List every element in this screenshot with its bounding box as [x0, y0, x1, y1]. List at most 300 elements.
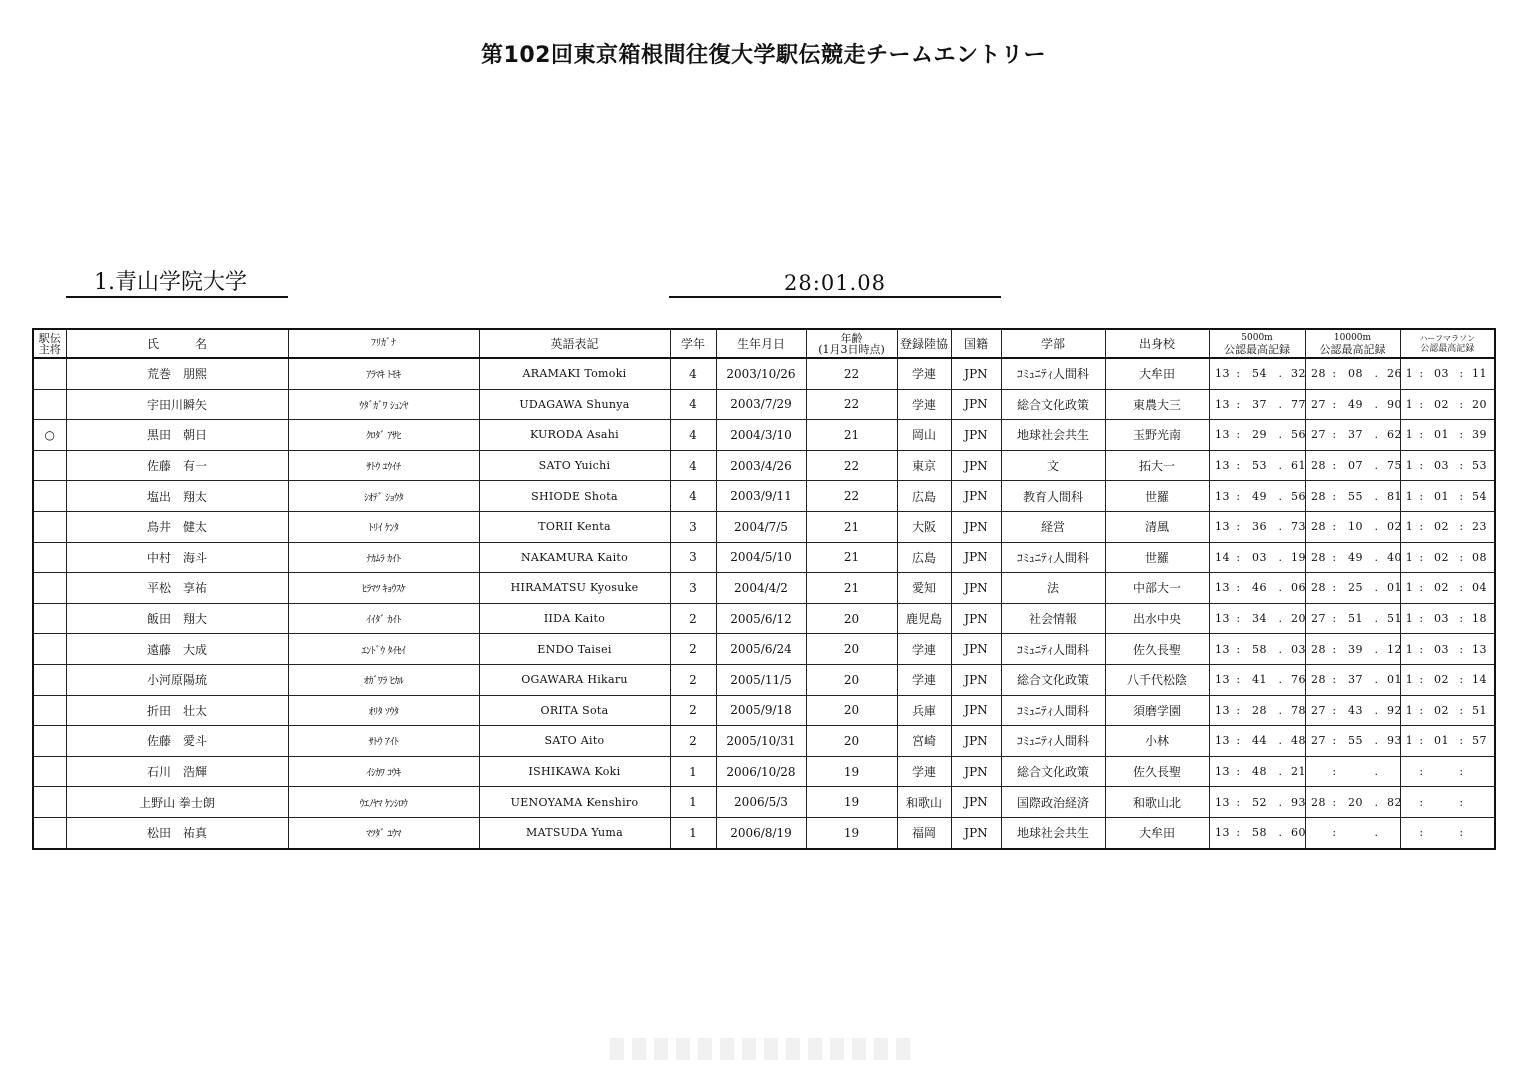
runner-name: 佐藤 有一: [66, 450, 288, 481]
runner-english-name: KURODA Asahi: [479, 420, 670, 451]
record-5000m: 13 : 37 . 77: [1209, 389, 1305, 420]
record-10000m-part: 27: [1311, 703, 1326, 717]
runner-age: 21: [806, 511, 897, 542]
captain-mark: [33, 726, 66, 757]
record-half-marathon-part: 57: [1472, 734, 1487, 748]
runner-name: 宇田川瞬矢: [66, 389, 288, 420]
runner-region: 愛知: [897, 573, 951, 604]
record-10000m-part: 40: [1387, 550, 1402, 564]
record-10000m-part: 27: [1311, 397, 1326, 411]
runner-grade: 4: [670, 358, 716, 389]
runner-birthdate: 2005/6/12: [716, 603, 806, 634]
header-english: 英語表記: [479, 329, 670, 358]
runner-english-name: MATSUDA Yuma: [479, 817, 670, 848]
runner-high-school: 大牟田: [1105, 817, 1209, 848]
runner-nationality: JPN: [951, 481, 1001, 512]
runner-age: 20: [806, 664, 897, 695]
record-10000m-part: 75: [1387, 459, 1402, 473]
runner-nationality: JPN: [951, 603, 1001, 634]
record-10000m-part: 92: [1387, 703, 1402, 717]
header-name: 氏 名: [66, 329, 288, 358]
record-5000m-part: 49: [1252, 489, 1267, 503]
runner-english-name: IIDA Kaito: [479, 603, 670, 634]
captain-mark: [33, 756, 66, 787]
runner-kana: ﾅｶﾑﾗ ｶｲﾄ: [288, 542, 479, 573]
runner-english-name: UENOYAMA Kenshiro: [479, 787, 670, 818]
record-half-marathon-part: 01: [1434, 734, 1449, 748]
runner-grade: 4: [670, 450, 716, 481]
record-10000m-part: 28: [1311, 367, 1326, 381]
header-region: 登録陸協: [897, 329, 951, 358]
record-half-marathon: : :: [1400, 756, 1495, 787]
runner-english-name: ENDO Taisei: [479, 634, 670, 665]
runner-nationality: JPN: [951, 634, 1001, 665]
runner-grade: 3: [670, 511, 716, 542]
record-half-marathon: 1 : 02 : 14: [1400, 664, 1495, 695]
runner-birthdate: 2006/5/3: [716, 787, 806, 818]
record-5000m-part: 03: [1252, 550, 1267, 564]
captain-mark: [33, 450, 66, 481]
record-5000m-part: 13: [1215, 581, 1230, 595]
record-5000m-part: 03: [1291, 642, 1306, 656]
record-10000m-part: 27: [1311, 734, 1326, 748]
runner-birthdate: 2005/10/31: [716, 726, 806, 757]
record-half-marathon: 1 : 02 : 08: [1400, 542, 1495, 573]
header-10000m: 10000m 公認最高記録: [1305, 329, 1400, 358]
table-row: [33, 389, 1495, 420]
captain-mark: [33, 481, 66, 512]
record-half-marathon-part: 03: [1434, 367, 1449, 381]
table-row: [33, 450, 1495, 481]
runner-kana: ｻﾄｳ ｱｲﾄ: [288, 726, 479, 757]
record-10000m-part: 08: [1348, 367, 1363, 381]
record-half-marathon: 1 : 02 : 04: [1400, 573, 1495, 604]
record-5000m-part: 78: [1291, 703, 1306, 717]
runner-name: 上野山 拳士朗: [66, 787, 288, 818]
header-captain: 駅伝 主将: [33, 329, 66, 358]
record-5000m-part: 76: [1291, 673, 1306, 687]
record-half-marathon: 1 : 01 : 39: [1400, 420, 1495, 451]
record-10000m-part: 26: [1387, 367, 1402, 381]
record-half-marathon-part: 02: [1434, 397, 1449, 411]
record-half-marathon-part: 1: [1405, 520, 1414, 534]
record-5000m-part: 58: [1252, 826, 1267, 840]
record-10000m-part: 28: [1311, 459, 1326, 473]
record-5000m: 13 : 52 . 93: [1209, 787, 1305, 818]
record-10000m-part: 49: [1348, 397, 1363, 411]
entry-table: [32, 328, 1496, 850]
runner-name: 遠藤 大成: [66, 634, 288, 665]
record-5000m-part: 13: [1215, 642, 1230, 656]
runner-region: 学連: [897, 634, 951, 665]
record-10000m: 28 : 25 . 01: [1305, 573, 1400, 604]
record-5000m-part: 44: [1252, 734, 1267, 748]
record-10000m-part: 51: [1387, 612, 1402, 626]
scan-artifact: [610, 1038, 910, 1060]
captain-mark: ○: [33, 420, 66, 451]
record-10000m: 27 : 43 . 92: [1305, 695, 1400, 726]
runner-high-school: 拓大一: [1105, 450, 1209, 481]
runner-birthdate: 2003/9/11: [716, 481, 806, 512]
runner-high-school: 佐久長聖: [1105, 634, 1209, 665]
record-half-marathon-part: 1: [1405, 489, 1414, 503]
captain-mark: [33, 817, 66, 848]
record-5000m-part: 60: [1291, 826, 1306, 840]
record-half-marathon-part: 08: [1472, 550, 1487, 564]
captain-mark: [33, 389, 66, 420]
record-10000m-part: 82: [1387, 795, 1402, 809]
record-5000m-part: 48: [1291, 734, 1306, 748]
runner-region: 福岡: [897, 817, 951, 848]
team-time: 28:01.08: [669, 268, 1001, 298]
record-10000m-part: 20: [1348, 795, 1363, 809]
record-5000m-part: 46: [1252, 581, 1267, 595]
record-5000m-part: 13: [1215, 612, 1230, 626]
record-half-marathon-part: 1: [1405, 734, 1414, 748]
record-5000m-part: 29: [1252, 428, 1267, 442]
runner-age: 19: [806, 787, 897, 818]
runner-grade: 2: [670, 695, 716, 726]
runner-grade: 1: [670, 787, 716, 818]
record-10000m: 28 : 08 . 26: [1305, 358, 1400, 389]
record-half-marathon-part: 1: [1405, 642, 1414, 656]
record-half-marathon-part: 04: [1472, 581, 1487, 595]
document-title: 第102回東京箱根間往復大学駅伝競走チームエントリー: [481, 43, 1046, 68]
record-half-marathon: 1 : 03 : 18: [1400, 603, 1495, 634]
record-5000m-part: 37: [1252, 397, 1267, 411]
runner-birthdate: 2006/10/28: [716, 756, 806, 787]
runner-birthdate: 2003/10/26: [716, 358, 806, 389]
table-body: [33, 358, 1495, 849]
runner-high-school: 大牟田: [1105, 358, 1209, 389]
record-half-marathon-part: 1: [1405, 673, 1414, 687]
record-half-marathon-part: 1: [1405, 428, 1414, 442]
record-10000m-part: 49: [1348, 550, 1363, 564]
record-10000m-part: 28: [1311, 673, 1326, 687]
record-half-marathon-part: 11: [1472, 367, 1487, 381]
record-10000m-part: 27: [1311, 428, 1326, 442]
runner-grade: 2: [670, 664, 716, 695]
runner-faculty: 総合文化政策: [1001, 389, 1105, 420]
runner-nationality: JPN: [951, 573, 1001, 604]
record-5000m-part: 36: [1252, 520, 1267, 534]
runner-age: 20: [806, 726, 897, 757]
record-5000m-part: 13: [1215, 428, 1230, 442]
runner-name: 黒田 朝日: [66, 420, 288, 451]
runner-high-school: 須磨学園: [1105, 695, 1209, 726]
runner-name: 石川 浩輝: [66, 756, 288, 787]
record-5000m: 13 : 41 . 76: [1209, 664, 1305, 695]
record-10000m-part: 55: [1348, 734, 1363, 748]
runner-faculty: ｺﾐｭﾆﾃｨ人間科: [1001, 634, 1105, 665]
runner-faculty: ｺﾐｭﾆﾃｨ人間科: [1001, 358, 1105, 389]
runner-name: 飯田 翔大: [66, 603, 288, 634]
record-10000m-part: 90: [1387, 397, 1402, 411]
captain-mark: [33, 603, 66, 634]
record-5000m: 13 : 29 . 56: [1209, 420, 1305, 451]
record-5000m: 13 : 58 . 60: [1209, 817, 1305, 848]
runner-kana: ｵﾘﾀ ｿｳﾀ: [288, 695, 479, 726]
runner-name: 鳥井 健太: [66, 511, 288, 542]
record-half-marathon-part: 1: [1405, 703, 1414, 717]
runner-region: 岡山: [897, 420, 951, 451]
runner-name: 小河原陽琉: [66, 664, 288, 695]
runner-region: 学連: [897, 358, 951, 389]
runner-kana: ｸﾛﾀﾞ ｱｻﾋ: [288, 420, 479, 451]
runner-high-school: 八千代松陰: [1105, 664, 1209, 695]
table-row: [33, 634, 1495, 665]
record-half-marathon-part: 03: [1434, 612, 1449, 626]
record-half-marathon: : :: [1400, 817, 1495, 848]
record-5000m: 13 : 36 . 73: [1209, 511, 1305, 542]
runner-kana: ｻﾄｳ ﾕｳｲﾁ: [288, 450, 479, 481]
record-half-marathon: : :: [1400, 787, 1495, 818]
runner-name: 中村 海斗: [66, 542, 288, 573]
runner-kana: ｳｴﾉﾔﾏ ｹﾝｼﾛｳ: [288, 787, 479, 818]
runner-grade: 4: [670, 481, 716, 512]
record-half-marathon-part: 1: [1405, 550, 1414, 564]
record-10000m-part: 07: [1348, 459, 1363, 473]
record-half-marathon: 1 : 03 : 11: [1400, 358, 1495, 389]
captain-mark: [33, 511, 66, 542]
record-10000m-part: 28: [1311, 550, 1326, 564]
runner-kana: ﾄﾘｲ ｹﾝﾀ: [288, 511, 479, 542]
record-5000m-part: 13: [1215, 520, 1230, 534]
runner-birthdate: 2005/9/18: [716, 695, 806, 726]
runner-english-name: SATO Yuichi: [479, 450, 670, 481]
record-10000m: 28 : 55 . 81: [1305, 481, 1400, 512]
record-10000m-part: 28: [1311, 489, 1326, 503]
record-10000m-part: 93: [1387, 734, 1402, 748]
runner-english-name: TORII Kenta: [479, 511, 670, 542]
record-10000m-part: 25: [1348, 581, 1363, 595]
record-10000m-part: 28: [1311, 581, 1326, 595]
runner-faculty: ｺﾐｭﾆﾃｨ人間科: [1001, 695, 1105, 726]
runner-birthdate: 2006/8/19: [716, 817, 806, 848]
record-5000m-part: 13: [1215, 734, 1230, 748]
runner-high-school: 東農大三: [1105, 389, 1209, 420]
record-5000m-part: 13: [1215, 489, 1230, 503]
runner-age: 22: [806, 389, 897, 420]
header-age: 年齢 (1月3日時点): [806, 329, 897, 358]
record-5000m-part: 28: [1252, 703, 1267, 717]
captain-mark: [33, 573, 66, 604]
runner-region: 広島: [897, 542, 951, 573]
runner-nationality: JPN: [951, 358, 1001, 389]
runner-english-name: HIRAMATSU Kyosuke: [479, 573, 670, 604]
runner-english-name: SATO Aito: [479, 726, 670, 757]
runner-nationality: JPN: [951, 542, 1001, 573]
runner-faculty: 社会情報: [1001, 603, 1105, 634]
runner-birthdate: 2003/7/29: [716, 389, 806, 420]
runner-nationality: JPN: [951, 726, 1001, 757]
record-5000m-part: 56: [1291, 428, 1306, 442]
runner-faculty: 法: [1001, 573, 1105, 604]
record-5000m: 14 : 03 . 19: [1209, 542, 1305, 573]
header-kana: ﾌﾘｶﾞﾅ: [288, 329, 479, 358]
runner-region: 学連: [897, 389, 951, 420]
record-10000m: 28 : 10 . 02: [1305, 511, 1400, 542]
runner-birthdate: 2004/5/10: [716, 542, 806, 573]
record-5000m-part: 20: [1291, 612, 1306, 626]
record-10000m-part: 28: [1311, 795, 1326, 809]
runner-high-school: 世羅: [1105, 481, 1209, 512]
table-row: [33, 695, 1495, 726]
runner-nationality: JPN: [951, 389, 1001, 420]
runner-age: 20: [806, 634, 897, 665]
runner-name: 松田 祐真: [66, 817, 288, 848]
record-10000m: 28 : 37 . 01: [1305, 664, 1400, 695]
runner-age: 19: [806, 817, 897, 848]
record-10000m: 28 : 39 . 12: [1305, 634, 1400, 665]
record-half-marathon-part: 01: [1434, 489, 1449, 503]
runner-kana: ﾏﾂﾀﾞ ﾕｳﾏ: [288, 817, 479, 848]
runner-kana: ｲｲﾀﾞ ｶｲﾄ: [288, 603, 479, 634]
record-half-marathon-part: 1: [1405, 612, 1414, 626]
runner-nationality: JPN: [951, 756, 1001, 787]
runner-high-school: 和歌山北: [1105, 787, 1209, 818]
record-5000m-part: 41: [1252, 673, 1267, 687]
runner-grade: 2: [670, 726, 716, 757]
runner-region: 学連: [897, 756, 951, 787]
runner-faculty: ｺﾐｭﾆﾃｨ人間科: [1001, 542, 1105, 573]
runner-birthdate: 2003/4/26: [716, 450, 806, 481]
record-5000m: 13 : 28 . 78: [1209, 695, 1305, 726]
record-5000m-part: 21: [1291, 765, 1306, 779]
record-5000m: 13 : 48 . 21: [1209, 756, 1305, 787]
runner-grade: 2: [670, 634, 716, 665]
runner-grade: 1: [670, 756, 716, 787]
runner-name: 塩出 翔太: [66, 481, 288, 512]
runner-high-school: 出水中央: [1105, 603, 1209, 634]
table-row: [33, 787, 1495, 818]
runner-kana: ｲｼｶﾜ ｺｳｷ: [288, 756, 479, 787]
runner-region: 広島: [897, 481, 951, 512]
runner-nationality: JPN: [951, 511, 1001, 542]
record-5000m-part: 34: [1252, 612, 1267, 626]
runner-english-name: OGAWARA Hikaru: [479, 664, 670, 695]
runner-nationality: JPN: [951, 450, 1001, 481]
runner-faculty: 国際政治経済: [1001, 787, 1105, 818]
record-10000m-part: 39: [1348, 642, 1363, 656]
record-5000m-part: 54: [1252, 367, 1267, 381]
record-half-marathon-part: 53: [1472, 459, 1487, 473]
record-10000m-part: 27: [1311, 612, 1326, 626]
record-half-marathon-part: 14: [1472, 673, 1487, 687]
record-5000m: 13 : 53 . 61: [1209, 450, 1305, 481]
runner-faculty: ｺﾐｭﾆﾃｨ人間科: [1001, 726, 1105, 757]
record-half-marathon-part: 39: [1472, 428, 1487, 442]
record-10000m-part: 51: [1348, 612, 1363, 626]
runner-high-school: 中部大一: [1105, 573, 1209, 604]
record-10000m-part: 12: [1387, 642, 1402, 656]
runner-grade: 3: [670, 573, 716, 604]
record-half-marathon-part: 23: [1472, 520, 1487, 534]
record-10000m: : .: [1305, 756, 1400, 787]
runner-english-name: NAKAMURA Kaito: [479, 542, 670, 573]
record-5000m: 13 : 58 . 03: [1209, 634, 1305, 665]
table-row: [33, 573, 1495, 604]
record-10000m-part: 01: [1387, 673, 1402, 687]
record-10000m-part: 43: [1348, 703, 1363, 717]
runner-age: 21: [806, 542, 897, 573]
record-10000m-part: 02: [1387, 520, 1402, 534]
record-half-marathon-part: 02: [1434, 673, 1449, 687]
record-half-marathon-part: 1: [1405, 367, 1414, 381]
runner-region: 兵庫: [897, 695, 951, 726]
runner-grade: 4: [670, 389, 716, 420]
runner-kana: ｴﾝﾄﾞｳ ﾀｲｾｲ: [288, 634, 479, 665]
record-5000m: 13 : 54 . 32: [1209, 358, 1305, 389]
runner-region: 宮崎: [897, 726, 951, 757]
table-row: [33, 481, 1495, 512]
record-10000m-part: 55: [1348, 489, 1363, 503]
runner-english-name: ISHIKAWA Koki: [479, 756, 670, 787]
record-half-marathon-part: 02: [1434, 581, 1449, 595]
header-faculty: 学部: [1001, 329, 1105, 358]
record-10000m: 28 : 07 . 75: [1305, 450, 1400, 481]
runner-english-name: ORITA Sota: [479, 695, 670, 726]
runner-english-name: SHIODE Shota: [479, 481, 670, 512]
record-10000m-part: 10: [1348, 520, 1363, 534]
header-half-marathon: ハーフマラソン 公認最高記録: [1400, 329, 1495, 358]
runner-faculty: 文: [1001, 450, 1105, 481]
record-5000m: 13 : 49 . 56: [1209, 481, 1305, 512]
runner-nationality: JPN: [951, 817, 1001, 848]
runner-english-name: ARAMAKI Tomoki: [479, 358, 670, 389]
runner-nationality: JPN: [951, 787, 1001, 818]
runner-age: 22: [806, 450, 897, 481]
record-5000m-part: 52: [1252, 795, 1267, 809]
record-10000m-part: 28: [1311, 642, 1326, 656]
record-5000m-part: 13: [1215, 765, 1230, 779]
header-birth: 生年月日: [716, 329, 806, 358]
record-10000m-part: 62: [1387, 428, 1402, 442]
runner-region: 学連: [897, 664, 951, 695]
record-5000m-part: 48: [1252, 765, 1267, 779]
runner-high-school: 清風: [1105, 511, 1209, 542]
runner-age: 22: [806, 358, 897, 389]
record-10000m: 27 : 37 . 62: [1305, 420, 1400, 451]
record-half-marathon-part: 1: [1405, 459, 1414, 473]
runner-region: 東京: [897, 450, 951, 481]
runner-grade: 2: [670, 603, 716, 634]
record-10000m-part: 37: [1348, 673, 1363, 687]
runner-age: 21: [806, 573, 897, 604]
table-row: [33, 817, 1495, 848]
record-5000m-part: 13: [1215, 795, 1230, 809]
record-5000m-part: 32: [1291, 367, 1306, 381]
runner-nationality: JPN: [951, 695, 1001, 726]
record-10000m: 28 : 49 . 40: [1305, 542, 1400, 573]
captain-mark: [33, 664, 66, 695]
runner-age: 20: [806, 695, 897, 726]
table-row: [33, 603, 1495, 634]
record-half-marathon-part: 51: [1472, 703, 1487, 717]
record-5000m-part: 58: [1252, 642, 1267, 656]
record-10000m: 27 : 55 . 93: [1305, 726, 1400, 757]
runner-name: 荒巻 朋熙: [66, 358, 288, 389]
record-half-marathon: 1 : 01 : 57: [1400, 726, 1495, 757]
record-half-marathon-part: 20: [1472, 397, 1487, 411]
table-row: [33, 542, 1495, 573]
record-half-marathon-part: 03: [1434, 459, 1449, 473]
captain-mark: [33, 542, 66, 573]
runner-kana: ｱﾗﾏｷ ﾄﾓｷ: [288, 358, 479, 389]
runner-birthdate: 2004/7/5: [716, 511, 806, 542]
header-5000m: 5000m 公認最高記録: [1209, 329, 1305, 358]
record-5000m-part: 73: [1291, 520, 1306, 534]
